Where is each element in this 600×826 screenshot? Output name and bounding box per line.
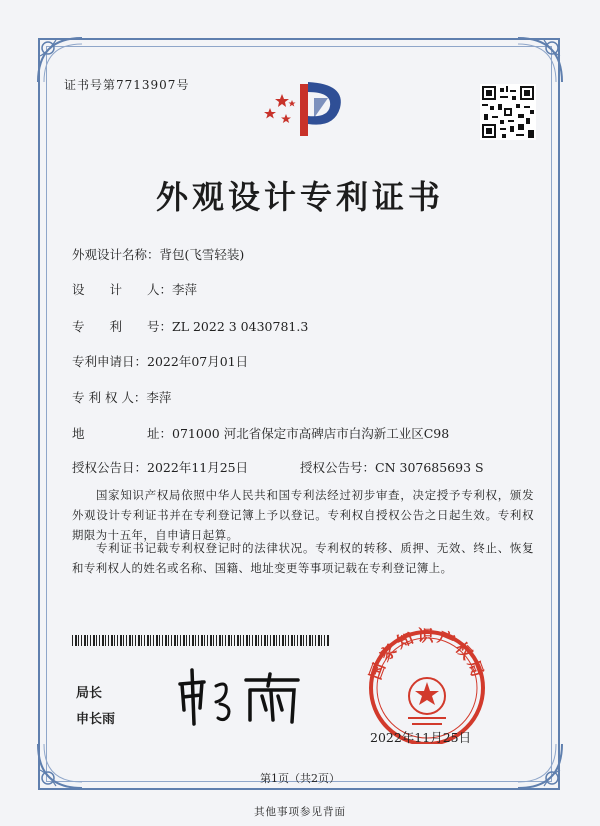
patent-number-label: 专 利 号： xyxy=(72,319,173,334)
seal-text: 国家知识产权局 xyxy=(365,626,489,682)
body-paragraph: 专利证书记载专利权登记时的法律状况。专利权的转移、质押、无效、终止、恢复和专利权人的姓名或名称、国籍、地址变更等事项记载在专利登记簿上。 xyxy=(72,541,534,575)
seal-date: 2022年11月25日 xyxy=(370,730,472,745)
svg-text:国家知识产权局 xyxy=(366,626,489,682)
patent-number-value: ZL 2022 3 0430781.3 xyxy=(172,319,309,334)
grant-number-value: CN 307685693 S xyxy=(375,460,484,475)
cnipa-logo-icon xyxy=(256,74,352,144)
corner-ornament-icon xyxy=(514,34,566,86)
filing-date-label: 专利申请日： xyxy=(72,354,148,369)
director-signature-icon xyxy=(170,662,310,732)
grant-number-row xyxy=(300,458,484,476)
page-number: 第1页（共2页） xyxy=(260,772,340,785)
body-paragraph: 国家知识产权局依照中华人民共和国专利法经过初步审查，决定授予专利权，颁发外观设计专利证书并在专利登记簿上予以登记。专利权自授权公告之日起生效。专利权期限为十五年，自申请日起算。 xyxy=(72,488,534,542)
grant-number-label: 授权公告号： xyxy=(300,460,376,475)
address-label: 地 址： xyxy=(72,426,173,441)
design-name-label: 外观设计名称： xyxy=(72,247,160,262)
patentee-row xyxy=(72,388,171,406)
qr-code-icon xyxy=(480,84,536,140)
certificate-title: 外观设计专利证书 xyxy=(155,178,444,216)
footer-note: 其他事项参见背面 xyxy=(254,806,346,818)
designer-row xyxy=(72,280,197,298)
director-title: 局长 xyxy=(76,686,103,701)
official-seal-icon xyxy=(358,626,496,744)
patent-number-row xyxy=(72,317,308,335)
patentee-value: 李萍 xyxy=(146,390,172,405)
grant-date-row xyxy=(72,458,248,476)
designer-value: 李萍 xyxy=(172,282,198,297)
patentee-label: 专 利 权 人： xyxy=(72,390,147,405)
director-name: 申长雨 xyxy=(76,712,116,727)
filing-date-value: 2022年07月01日 xyxy=(147,354,249,369)
certificate-number: 证书号第7713907号 xyxy=(64,78,190,92)
address-row xyxy=(72,424,449,442)
barcode-icon xyxy=(72,635,330,646)
grant-date-label: 授权公告日： xyxy=(72,460,148,475)
filing-date-row xyxy=(72,352,248,370)
grant-date-value: 2022年11月25日 xyxy=(147,460,249,475)
address-value: 071000 河北省保定市高碑店市白沟新工业区C98 xyxy=(172,426,450,441)
design-name-row xyxy=(72,245,244,263)
design-name-value: 背包(飞雪轻装) xyxy=(159,247,245,262)
designer-label: 设 计 人： xyxy=(72,282,173,297)
